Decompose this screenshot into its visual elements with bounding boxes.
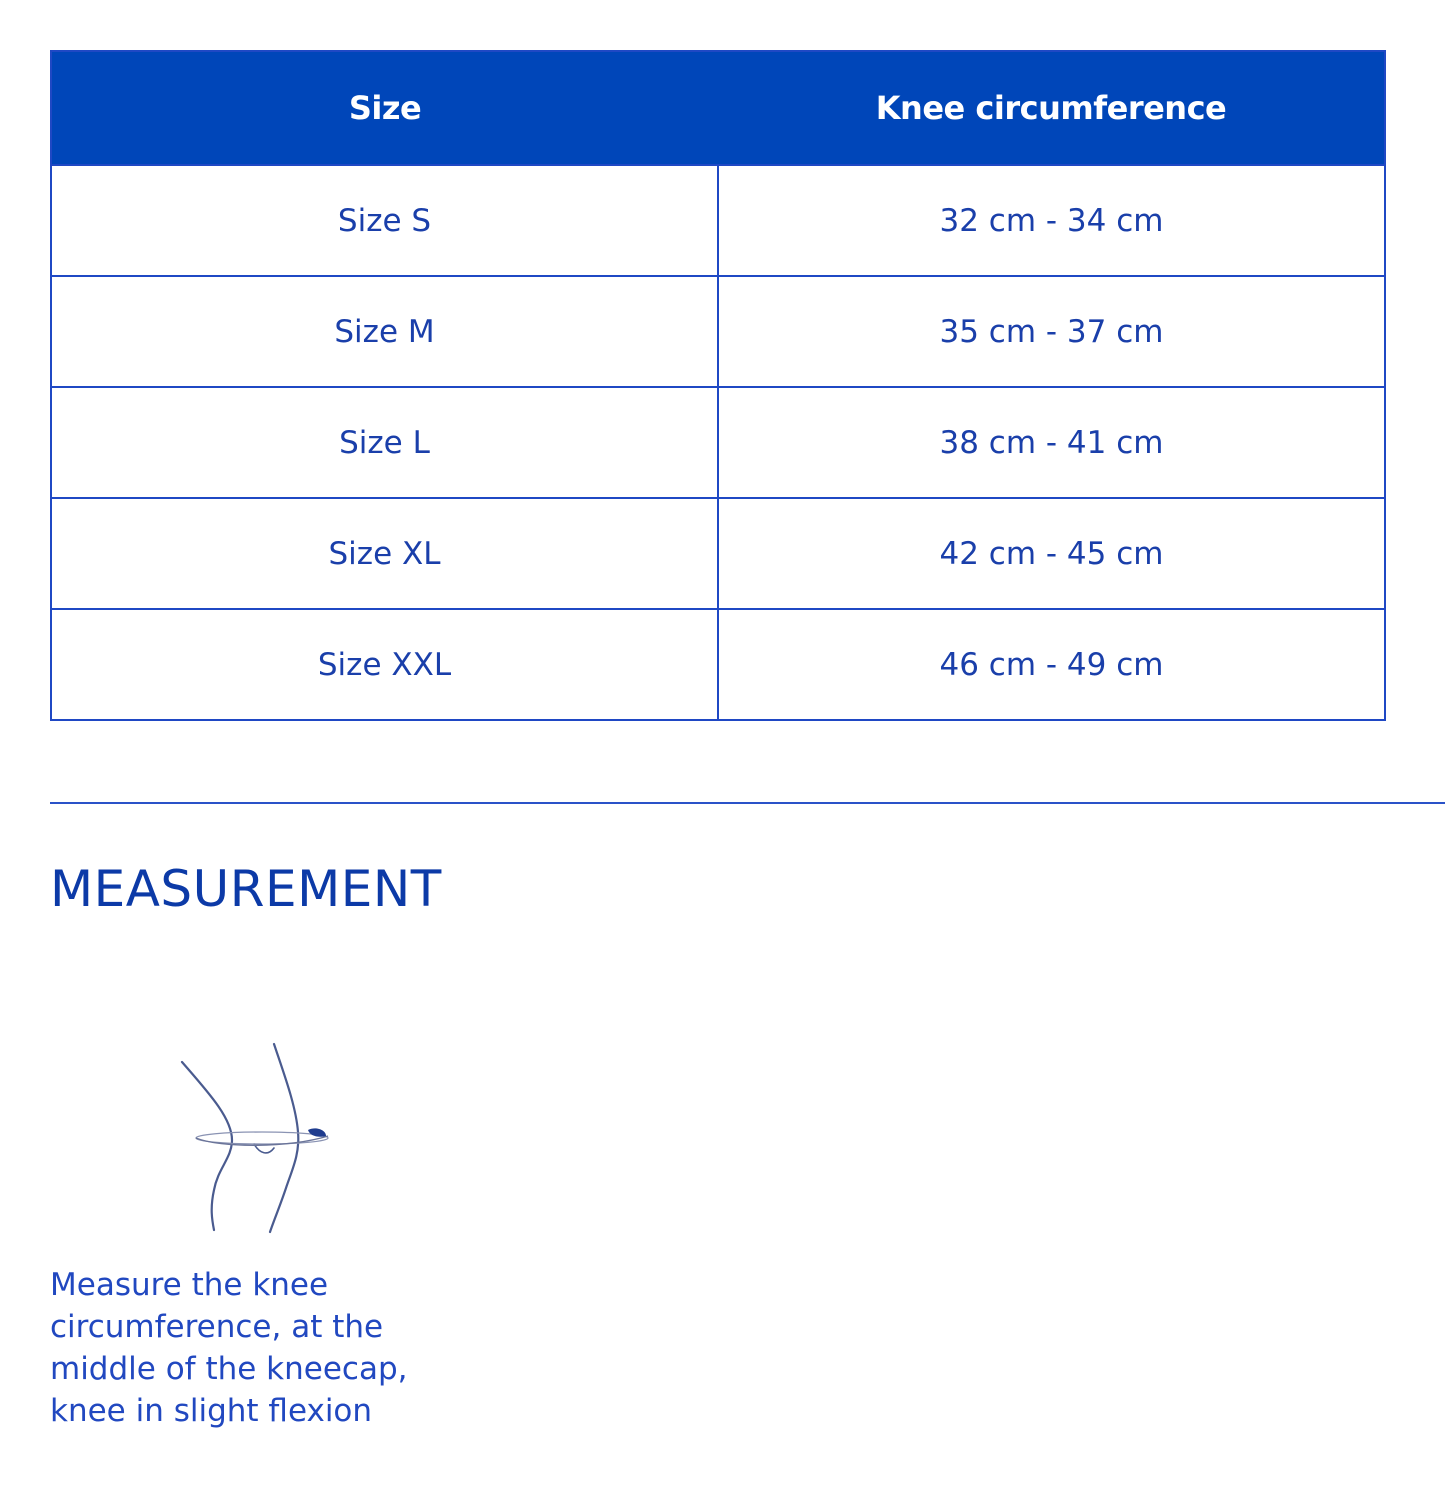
table-row	[51, 387, 1385, 498]
circumference-cell: 46 cm - 49 cm	[718, 609, 1385, 720]
circumference-cell: 32 cm - 34 cm	[718, 165, 1385, 276]
measurement-instructions: Measure the knee circumference, at the middle of the kneecap, knee in slight flexion	[50, 1267, 408, 1429]
measurement-title: MEASUREMENT	[50, 860, 442, 918]
size-cell: Size L	[51, 387, 718, 498]
table-row	[51, 276, 1385, 387]
header-size: Size	[51, 51, 718, 165]
section-divider	[50, 802, 1445, 804]
table-row	[51, 165, 1385, 276]
table-row	[51, 498, 1385, 609]
size-cell: Size S	[51, 165, 718, 276]
size-cell: Size XL	[51, 498, 718, 609]
knee-measurement-icon	[170, 1040, 340, 1235]
circumference-cell: 38 cm - 41 cm	[718, 387, 1385, 498]
size-cell: Size XXL	[51, 609, 718, 720]
circumference-cell: 42 cm - 45 cm	[718, 498, 1385, 609]
size-cell: Size M	[51, 276, 718, 387]
table-header-row	[51, 51, 1385, 165]
header-knee-circumference: Knee circumference	[718, 51, 1385, 165]
table-row	[51, 609, 1385, 720]
size-chart-table	[50, 50, 1386, 721]
circumference-cell: 35 cm - 37 cm	[718, 276, 1385, 387]
